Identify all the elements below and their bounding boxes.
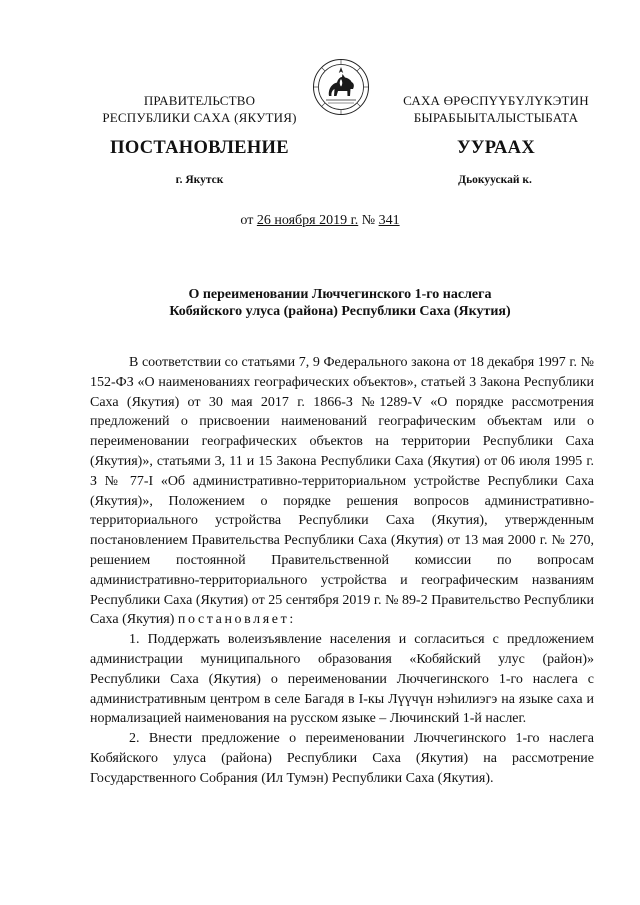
issuer-ru-line1: ПРАВИТЕЛЬСТВО (143, 93, 256, 108)
issuer-sah-line2: БЫРАБЫЫТАЛЫСТЫБАТА (413, 110, 579, 125)
issuer-ru (92, 92, 307, 126)
decree-word: постановляет: (177, 612, 296, 628)
preamble-text: В соответствии со статьями 7, 9 Федерального закона от 18 декабря 1997 г. № 152-ФЗ «О наименованиях географических объектов», статьей 3 Закона Республики Саха (Якутия) от 30 мая 2017 г. 1866-З №1289-V «О порядке рассмотрения предложений о присвоении наименований географическим объектам или о переименовании географических объектов на территории Республики Саха (Якутия)», статьями 3, 11 и 15 Закона Республики Саха (Якутия) от 06 июля 1995 г. З № 77-I «Об административно-территориальном устройстве Республики Саха (Якутия)», Положением о порядке решения вопросов административно-территориального устройства Республики Саха (Якутия), утвержденным постановлением Правительства Республики Саха (Якутия) от 13 мая 2000 г. № 270, решением постоянной Правительственной комиссии по вопросам административно-территориального устройства и географическим названиям Республики Саха (Якутия) от 25 сентября 2019 г. № 89-2 Правительство Республики Саха (Якутия) (90, 355, 594, 628)
coat-of-arms-icon (312, 58, 370, 116)
doc-type-ru: ПОСТАНОВЛЕНИЕ (110, 138, 289, 158)
doc-number-sign: № (361, 213, 376, 228)
doc-date-prefix: от (240, 213, 254, 228)
clause-2: 2. Внести предложение о переименовании Люччегинского 1-го наслега Кобяйского улуса (района) Республики Саха (Якутия) на рассмотрение Государственного Собрания (Ил Тумэн) Республики Саха (Якутия). (90, 731, 594, 786)
issuer-ru-line2: РЕСПУБЛИКИ САХА (ЯКУТИЯ) (102, 110, 297, 125)
issuer-sah (386, 92, 606, 126)
doc-number: 341 (378, 213, 400, 228)
doc-date: 26 ноября 2019 г. (256, 213, 359, 228)
city-sah: Дьокуускай к. (458, 174, 532, 186)
preamble-paragraph (90, 353, 594, 630)
doc-body (90, 353, 594, 789)
doc-type-sah: УУРААХ (457, 138, 535, 158)
doc-subject-line2: Кобяйского улуса (района) Республики Саха (Якутия) (169, 304, 511, 319)
clause-1: 1. Поддержать волеизъявление населения и согласиться с предложением администрации муниципального образования «Кобяйский улус (район)» Республики Саха (Якутия) о переименовании Люччегинского 1-го наслега с административным центром в селе Багадя в I-кы Лүүчүн нэһилиэгэ на языке саха и нормализацией наименования на русском языке – Лючинский 1-й наслег. (90, 632, 594, 727)
city-ru: г. Якутск (175, 174, 224, 186)
doc-subject-line1: О переименовании Люччегинского 1-го наслега (188, 287, 492, 302)
doc-subject (110, 286, 570, 320)
issuer-sah-line1: САХА ӨРӨСПҮҮБҮЛҮКЭТИН (403, 93, 589, 108)
doc-date-number (0, 213, 640, 229)
